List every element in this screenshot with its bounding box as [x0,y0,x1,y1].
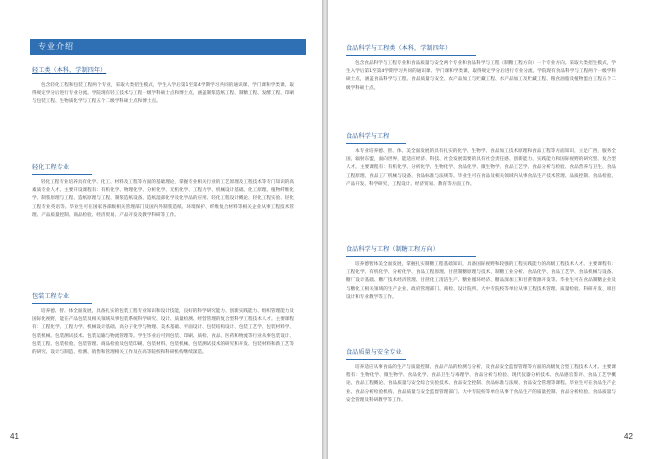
program-block-sugar-engineering [346,245,616,302]
program-description: 轻化工程专业培养具有化学、化工、材料及工程等方面的基础理论，掌握专业相关行业的工艺原理及工程技术等专门知识的高素质专业人才。主要开设课程有：有机化学、物理化学、分析化学、无机化学、工程力学、机械设计基础、化工原理、植物纤维化学、制浆原理与工程、造纸原理与工程、制浆造纸设备、造纸湿部化学及化学品的应用、轻化工程设计概论、轻化工程实验、轻化工程专业英语等。毕业生可在国家各部级相关管理部门及国内外制浆造纸、环境保护、纤维复合材料等相关企业从事工程技术管理、产品质量控制、商品检验、经济贸易、产品开发及教学科研等工作。 [32,180,294,218]
program-block-packaging-engineering [32,292,294,357]
right-page [328,0,650,459]
page-number: 42 [624,432,633,441]
program-description: 本专业培养德、智、体、美全面发展的具有扎实的化学、生物学、食品加工技术原理和食品工程等方面知识，立足广西，服务全国，辐射东盟，面向世界，能适应经济、科技、社会发展需要的具有社会责任感、创新能力、实践能力和国际视野的研究型、复合型人才。主要课程有：有机化学、分析化学、生物化学、食品化学、微生物学、食品工艺学、食品分析与检验、食品营养与卫生、食品工程原理、食品工厂机械与设备、食品标准与法规等。毕业生可在食品及相关领域内从事食品生产技术管理、品质控制、食品检验、产品开发、科学研究、工程设计、经济贸易、教育等方面工作。 [346,149,616,187]
program-heading: 食品科学与工程 [346,132,616,144]
program-block-food-science-engineering [346,132,616,189]
program-heading: 包装工程专业 [32,292,294,304]
page-number: 41 [10,432,19,441]
program-description: 培养适应从事食品的生产与质量控制、食品产品的检测与分析，及食品安全监督管理等方面的高级复合型工程技术人才。主要课程有：生物化学、微生物学、食品化学、食品卫生与毒理学、食品分析与检验、现代仪器分析技术、食品感官鉴评、食品工艺学概论、食品工程概论、食品质量与安全综合实验技术、食品安全控制、食品标准与法规、食品安全管理等课程。毕业生可在食品生产企业、食品分析检验机构、食品质量与安全监督管理部门、大中专院校等单位从事于食品生产的质量控制、食品分析检验、食品质量与安全管理及科研教学等工作。 [346,365,616,403]
program-heading: 食品科学与工程（制糖工程方向） [346,245,616,257]
program-heading: 食品科学与工程类（本科，学制四年） [346,44,616,56]
program-heading: 食品质量与安全专业 [346,348,616,360]
program-block-food-quality-safety [346,348,616,405]
program-block-light-industry-category [32,66,294,107]
program-block-light-chemical-engineering [32,163,294,220]
program-description: 培养德、智、体全面发展，具备扎实的包装工程专业知识和设计技能，良好的科学研究能力、创新实践能力、组织管理能力及国际化视野，能在产品包装及相关领域从事包装系统科学研究、设计、质量检测、经营管理的复合型科学工程技术人才。主要课程有：工程化学、工程力学、机械设计基础、高分子化学与物理、美术基础、平面设计、包装结构设计、包装工艺学、包装材料学、包装机械、包装测试技术、包装运输与物流管理等。学生毕业后可到包装、印刷、质检、食品、医药和物流等行业从事包装设计、包装工程、包装检验、包装管理、商品检验及包装印刷、包装材料、包装机械、包装测试技术的研究和开发、包装材料和新工艺等的研究、设计与制造、检测、销售和管理相关工作及在高等院校和科研机构继续深造。 [32,309,294,356]
program-description: 包含轻化工程和包装工程两个专业，采取大类招生模式，学生入学后第1至第4学期学习共同的通识课、学门课和学类课，取得规定学分后进行专业分流。学院现有轻工技术与工程一级学科硕士点和博士点，涵盖制浆造纸工程、制糖工程、发酵工程、印刷与包装工程、生物质化学与工程五个二级学科硕士点和博士点。 [32,83,294,105]
program-heading: 轻工类（本科，学制四年） [32,67,107,74]
program-description: 培养德智体美全面发展，掌握扎实制糖工程基础知识，具备国际视野和较强的工程实践能力的高级工程技术人才。主要课程有：工程化学、有机化学、分析化学、食品工程原理、甘蔗制糖原理与技术、制糖工业分析、食品化学、食品工艺学、食品机械与设备、糖厂设计基础、糖厂技术经济管理、甘蔗化工清洁生产、糖业循环经济、糖品深加工和甘蔗资源开发等。毕业生可在食品制糖企业及与糖化工相关领域的生产企业、政府管理部门、商检、设计院所、大中专院校等单位从事工程技术管理、质量检验、科研开发、项目设计和专业教学等工作。 [346,262,616,300]
program-description: 包含食品科学与工程专业和食品质量与安全两个专业和食品科学与工程（制糖工程方向）一个专业方向。采取大类招生模式，学生入学后第1至第4学期学习共同的通识课、学门课和学类课，取得规定学分后进行专业分流。学院现有食品科学与工程两个一级学科硕士点，涵盖食品科学与工程、食品质量与安全、农产品加工与贮藏工程、水产品加工及贮藏工程、粮食油脂及植物蛋白工程五个二级学科硕士点。 [346,61,616,91]
program-block-food-science-category [346,44,616,93]
left-page [0,0,322,459]
program-heading: 轻化工程专业 [32,163,294,175]
section-banner: 专业介绍 [30,39,306,55]
